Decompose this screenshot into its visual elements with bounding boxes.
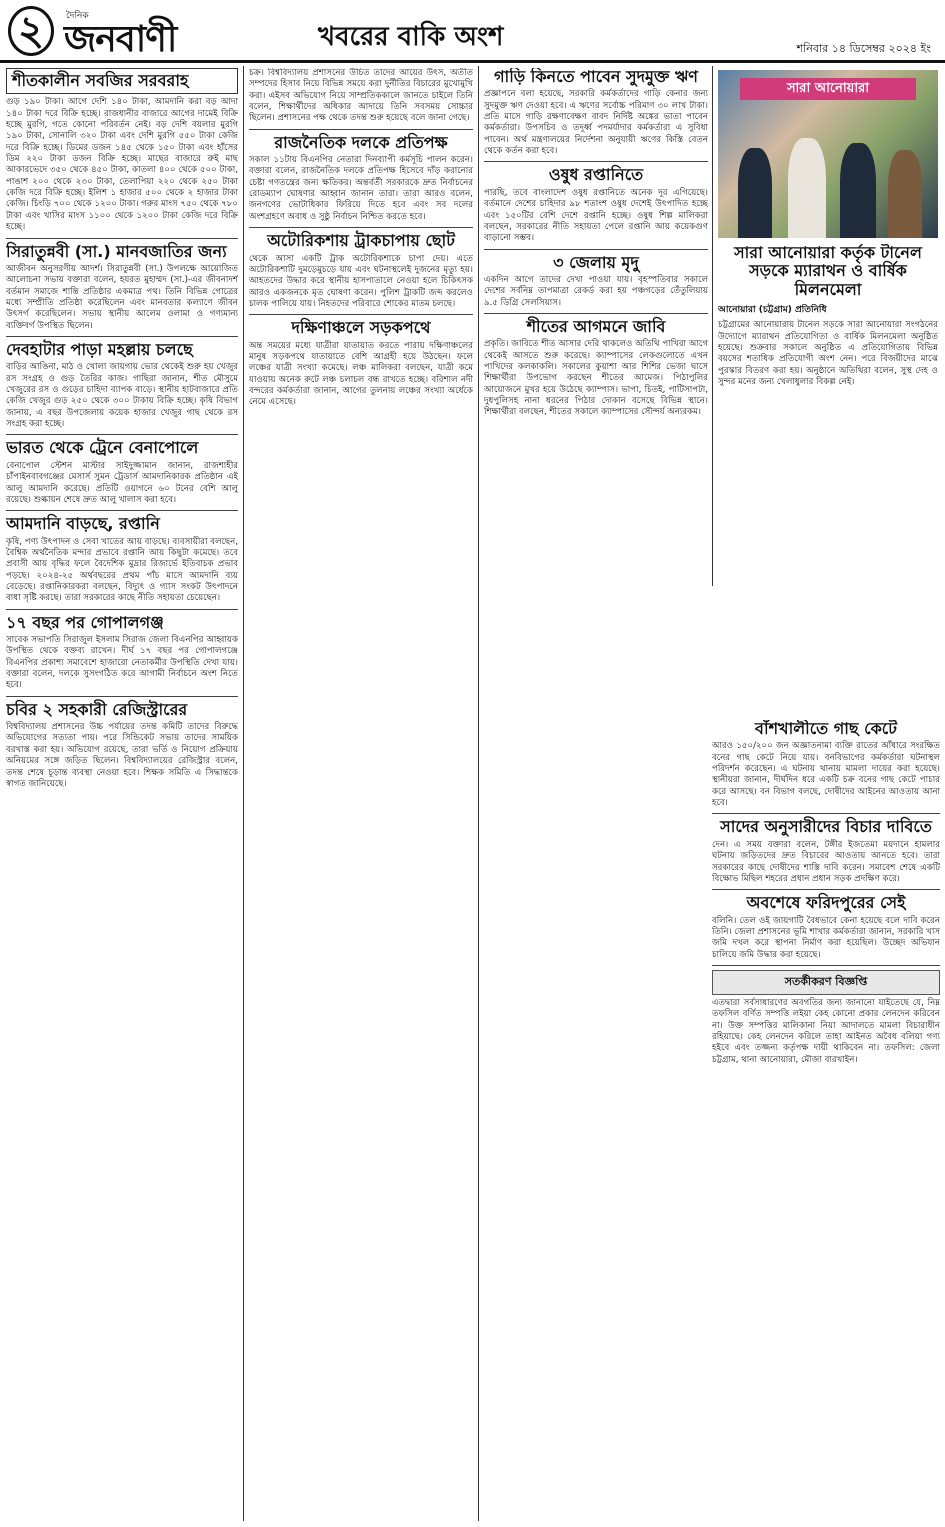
article-sirat: [6, 243, 238, 332]
article-headline: ভারত থেকে ট্রেনে বেনাপোলে: [6, 438, 199, 458]
divider: [712, 965, 940, 966]
article-headline: সাদের অনুসারীদের বিচার দাবিতে: [720, 817, 932, 837]
page-number: ২: [8, 6, 54, 56]
article-body: কৃষি, পণ্য উৎপাদন ও সেবা খাতের আয় বাড়ছে। ব্যবসায়ীরা বলছেন, বৈশ্বিক অর্থনৈতিক মন্দার প্রভাবে রপ্তানি আয় কিছুটা কমেছে। তবে প্রবাসী আয় বৃদ্ধির ফলে বৈদেশিক মুদ্রার রিজার্ভে ইতিবাচক প্রভাব পড়ছে। ২০২৪-২৫ অর্থবছরের প্রথম পাঁচ মাসে আমদানি ব্যয় বেড়েছে। রপ্তানিকারকরা বলছেন, বিদ্যুৎ ও গ্যাস সংকট উৎপাদনে বাধা সৃষ্টি করছে। তারা সরকারের কাছে নীতি সহায়তা চেয়েছেন।: [6, 536, 238, 604]
article-body: বাড়ির আঙিনা, মাঠ ও খোলা জায়গায় ভোর থেকেই শুরু হয় খেজুর রস সংগ্রহ ও গুড় তৈরির কাজ। গাছিরা জানান, শীত মৌসুমে খেজুরের রস ও গুড়ের চাহিদা ব্যাপক বাড়ে। স্থানীয় হাটবাজারে প্রতি কেজি খেজুর গুড় ২৫০ থেকে ৩০০ টাকায় বিক্রি হচ্ছে। কৃষি বিভাগ জানায়, এ বছর উপজেলায় কয়েক হাজার খেজুর গাছ থেকে রস সংগ্রহ করা হচ্ছে।: [6, 362, 238, 430]
photo-banner: সারা আনোয়ারা: [740, 78, 916, 100]
article-headline: দেবহাটার পাড়া মহল্লায় চলছে: [6, 339, 193, 359]
article-banshkhali: [712, 720, 940, 809]
article-tunnel: [718, 244, 938, 388]
article-headline: সিরাতুন্নবী (সা.) মানবজাতির জন্য: [6, 241, 227, 261]
photo-person: [738, 148, 772, 238]
article-three-districts: [484, 254, 708, 309]
article-headline: রাজনৈতিক দলকে প্রতিপক্ষ: [274, 132, 448, 152]
divider: [249, 227, 473, 228]
notice-body: এতদ্বারা সর্বসাধারণের অবগতির জন্য জানানো যাইতেছে যে, নিম্ন তফসিল বর্ণিত সম্পত্তি লইয়া কেহ কোনো প্রকার লেনদেন করিবেন না। উক্ত সম্পত্তির মালিকানা নিয়া আদালতে মামলা বিচারাধীন রহিয়াছে। কেহ লেনদেন করিলে তাহা আইনত অবৈধ বলিয়া গণ্য হইবে এবং তজ্জন্য কর্তৃপক্ষ দায়ী থাকিবেন না। তফসিল: জেলা চট্টগ্রাম, থানা আনোয়ারা, মৌজা বারখাইন।: [712, 997, 940, 1065]
article-byline: আনোয়ারা (চট্টগ্রাম) প্রতিনিধি: [718, 305, 827, 316]
photo-person: [788, 138, 826, 238]
section-title: খবরের বাকি অংশ: [318, 22, 504, 52]
divider: [249, 314, 473, 315]
photo-person: [888, 150, 922, 238]
article-headline: শীতকালীন সবজির সরবরাহ: [6, 68, 238, 94]
newspaper-logo: জনবাণী: [64, 19, 177, 60]
article-loan: [484, 68, 708, 157]
brand-prefix: দৈনিক: [66, 11, 89, 21]
article-registrar: [6, 701, 238, 790]
notice-title: সতর্কীকরণ বিজ্ঞপ্তি: [712, 970, 940, 995]
divider: [712, 813, 940, 814]
lower-right-section: [712, 720, 940, 1520]
article-headline: গাড়ি কিনতে পাবেন সুদমুক্ত ঋণ: [494, 68, 698, 86]
article-medicine: [484, 166, 708, 244]
column-divider: [478, 66, 479, 1521]
divider: [6, 434, 238, 435]
divider: [6, 696, 238, 697]
article-debhata: [6, 341, 238, 430]
article-body: আরও ১৫০/২০০ জন অজ্ঞাতনামা ব্যক্তি রাতের আঁধারে সংরক্ষিত বনের গাছ কেটে নিয়ে যায়। বনবিভাগের কর্মকর্তারা ঘটনাস্থল পরিদর্শন করেছেন। এ ঘটনায় থানায় মামলা দায়ের করা হয়েছে। স্থানীয়রা জানান, দীর্ঘদিন ধরে একটি চক্র বনের গাছ কেটে পাচার করে আসছে। বন বিভাগ বলছে, দোষীদের আইনের আওতায় আনা হবে।: [712, 741, 940, 809]
column-1: [6, 68, 238, 1520]
article-headline: চবির ২ সহকারী রেজিস্ট্রারের: [6, 699, 188, 719]
divider: [249, 129, 473, 130]
column-2: [249, 68, 473, 1520]
article-remittance: [6, 515, 238, 604]
article-train: [6, 439, 238, 506]
article-headline: অটোরিকশায় ট্রাকচাপায় ছোট: [267, 231, 455, 251]
article-body: পারছি, তবে বাংলাদেশ ওষুধ রপ্তানিতে অনেক দূর এগিয়েছে। বর্তমানে দেশের চাহিদার ৯৮ শতাংশ ওষুধ দেশেই উৎপাদিত হচ্ছে এবং ১৫০টির বেশি দেশে রপ্তানি হচ্ছে। ওষুধ শিল্প মালিকরা বলছেন, সরকারের নীতি সহায়তা পেলে রপ্তানি আয় কয়েকগুণ বাড়ানো সম্ভব।: [484, 187, 708, 244]
article-body: আজীবন অনুসরণীয় আদর্শ। সিরাতুন্নবী (সা.) উপলক্ষে আয়োজিত আলোচনা সভায় বক্তারা বলেন, হযরত মুহাম্মদ (সা.)-এর জীবনাদর্শ বর্তমান সমাজে শান্তি প্রতিষ্ঠার একমাত্র পথ। তিনি বিভিন্ন গোত্রের মধ্যে সম্প্রীতি প্রতিষ্ঠা করেছিলেন এবং মানবতার কল্যাণে জীবন উৎসর্গ করেছিলেন। সভায় স্থানীয় আলেম ওলামা ও গণ্যমান্য ব্যক্তিবর্গ উপস্থিত ছিলেন।: [6, 263, 238, 331]
article-body: প্রকৃতি। জাবিতে শীত আসার দেরি থাকলেও অতিথি পাখিরা আগে থেকেই আসতে শুরু করেছে। ক্যাম্পাসের লেকগুলোতে এখন পাখিদের কলকাকলি। সকালের কুয়াশা আর শিশির ভেজা ঘাসে শিক্ষার্থীরা উপভোগ করছেন শীতের আমেজ। পিঠাপুলির আয়োজনে মুখর হয়ে উঠেছে ক্যাম্পাস। ভাপা, চিতই, পাটিসাপটা, দুধপুলিসহ নানা ধরনের পিঠার দোকান বসেছে বিভিন্ন স্থানে। শিক্ষার্থীরা বলছেন, শীতের সকালে ক্যাম্পাসের সৌন্দর্য অন্যরকম।: [484, 339, 708, 418]
article-body: অন্ত সময়ের মধ্যে যাত্রীরা যাতায়াত করতে পারায় দক্ষিণাঞ্চলের মানুষ সড়কপথে যাতায়াতে বেশি আগ্রহী হয়ে উঠছেন। ফলে লঞ্চের যাত্রী সংখ্যা কমেছে। লঞ্চ মালিকরা বলছেন, যাত্রী কমে যাওয়ায় অনেক রুটে লঞ্চ চলাচল বন্ধ রাখতে হচ্ছে। বরিশাল নদী বন্দরের কর্মকর্তারা জানান, আগের তুলনায় লঞ্চের সংখ্যা অর্ধেকে নেমে এসেছে।: [249, 340, 473, 408]
article-auto-rickshaw: [249, 232, 473, 310]
article-south-road: [249, 319, 473, 408]
article-body: সকাল ১১টায় বিএনপির নেতারা দিনব্যাপী কর্মসূচি পালন করেন। বক্তারা বলেন, রাজনৈতিক দলকে প্রতিপক্ষ হিসেবে দাঁড় করানোর চেষ্টা গণতন্ত্রের জন্য ক্ষতিকর। অন্তর্বর্তী সরকারকে দ্রুত নির্বাচনের রোডম্যাপ ঘোষণার আহ্বান জানান তারা। তারা আরও বলেন, জনগণের ভোটাধিকার ফিরিয়ে দিতে হবে এবং সব দলের অংশগ্রহণে অবাধ ও সুষ্ঠু নির্বাচন নিশ্চিত করতে হবে।: [249, 155, 473, 222]
divider: [6, 609, 238, 610]
article-headline: ৩ জেলায় মৃদু: [553, 252, 639, 272]
divider: [6, 510, 238, 511]
article-body: চট্টগ্রামের আনোয়ারায় টানেল সড়কে সারা আনোয়ারা সংগঠনের উদ্যোগে ম্যারাথন প্রতিযোগিতা ও বার্ষিক মিলনমেলা অনুষ্ঠিত হয়েছে। শুক্রবার সকালে অনুষ্ঠিত এ প্রতিযোগিতায় বিভিন্ন বয়সের শতাধিক প্রতিযোগী অংশ নেন। পরে বিজয়ীদের মাঝে পুরস্কার বিতরণ করা হয়। অনুষ্ঠানে অতিথিরা বলেন, সুস্থ দেহ ও সুন্দর মনের জন্য খেলাধুলার বিকল্প নেই।: [718, 320, 938, 387]
article-body: থেকে আসা একটি ট্রাক অটোরিকশাকে চাপা দেয়। এতে অটোরিকশাটি দুমড়েমুচড়ে যায় এবং ঘটনাস্থলেই দুজনের মৃত্যু হয়। আহতদের উদ্ধার করে স্থানীয় হাসপাতালে নেওয়া হলে চিকিৎসক আরও একজনকে মৃত ঘোষণা করেন। পুলিশ ট্রাকটি জব্দ করলেও চালক পালিয়ে যায়। নিহতদের পরিবারে শোকের মাতম চলছে।: [249, 253, 473, 309]
article-faridpur: [712, 894, 940, 961]
divider: [484, 313, 708, 314]
article-body: বেনাপোল স্টেশন মাস্টার সাইদুজ্জামান জানান, রাজশাহীর চাঁপাইনবাবগঞ্জের মেসার্স সুমন ট্রেডার্স আমদানিকারক প্রতিষ্ঠান এই আলু আমদানি করেছে। প্রতিটি ওয়াগনে ৬০ টনের বেশি আলু রয়েছে। শুল্কায়ন শেষে দ্রুত আলু খালাস করা হবে।: [6, 460, 238, 505]
article-body: বলিনি। তেল ওই জায়গাটি বৈধভাবে কেনা হয়েছে বলে দাবি করেন তিনি। জেলা প্রশাসনের ভূমি শাখার কর্মকর্তারা জানান, সরকারি খাস জমি দখল করে স্থাপনা নির্মাণ করা হয়েছিল। উচ্ছেদ অভিযান চালিয়ে জমি উদ্ধার করা হয়েছে।: [712, 915, 940, 960]
article-gopalganj: [6, 614, 238, 692]
article-followers: [712, 818, 940, 885]
article-headline: আমদানি বাড়ছে, রপ্তানি: [6, 514, 160, 534]
article-headline: শীতের আগমনে জাবি: [526, 316, 666, 336]
article-headline: ১৭ বছর পর গোপালগঞ্জ: [6, 612, 164, 632]
article-body: গুড় ১৯০ টাকা। আগে দেশি ১৪০ টাকা, আমদানি করা বড় আদা ১৪০ টাকা দরে বিক্রি হচ্ছে। রাজধানীর বাজারে আগের দামেই বিক্রি হচ্ছে মুরগি, গতে কোনো পরিবর্তন নেই। বড় দেশি বয়লার মুরগি ১৯০ টাকা, সোনালি ৩২০ টাকা এবং দেশি মুরগি ৫৫০ টাকা কেজি দরে বিক্রি হচ্ছে। ডিমের ডজন ১৪৫ থেকে ১৫০ টাকা এবং হাঁসের ডিম ২২০ টাকা ডজন বিক্রি হচ্ছে। মাছের বাজারে রুই মাছ আকারভেদে ৩৫০ থেকে ৪৫০ টাকা, কাতলা ৪০০ থেকে ৫০০ টাকা, পাঙাশ ২০০ থেকে ২৩০ টাকা, তেলাপিয়া ২২০ থেকে ২৫০ টাকা কেজি দরে বিক্রি হচ্ছে। ইলিশ ১ হাজার ৫০০ থেকে ২ হাজার টাকা কেজি। চিংড়ি ৭০০ থেকে ১২০০ টাকা। গরুর মাংস ৭৫০ থেকে ৭৮০ টাকা এবং খাসির মাংস ১১০০ থেকে ১২০০ টাকা কেজি দরে বিক্রি হচ্ছে।: [6, 97, 238, 233]
event-photo: [718, 70, 938, 238]
article-headline: দক্ষিণাঞ্চলে সড়কপথে: [291, 318, 431, 338]
article-body: বিশ্ববিদ্যালয় প্রশাসনের উচ্চ পর্যায়ের তদন্ত কমিটি তাদের বিরুদ্ধে অভিযোগের সত্যতা পায়। পরে সিন্ডিকেট সভায় তাদের সাময়িক বরখাস্ত করা হয়। অভিযোগ রয়েছে, তারা ভর্তি ও নিয়োগ প্রক্রিয়ায় অনিয়মের সঙ্গে জড়িত ছিলেন। বিশ্ববিদ্যালয়ের রেজিস্ট্রার বলেন, তদন্ত শেষে চূড়ান্ত ব্যবস্থা নেওয়া হবে। শিক্ষক সমিতি এ সিদ্ধান্তকে স্বাগত জানিয়েছে।: [6, 722, 238, 789]
article-headline: ওষুধ রপ্তানিতে: [548, 165, 644, 185]
article-headline: সারা আনোয়ারা কর্তৃক টানেল সড়কে ম্যারাথন ও বার্ষিক মিলনমেলা: [734, 244, 922, 299]
divider: [484, 161, 708, 162]
article-body: সাবেক সভাপতি সিরাজুল ইসলাম সিরাজ জেলা বিএনপির আহ্বায়ক উপস্থিত থেকে বক্তব্য রাখেন। দীর্ঘ ১৭ বছর পর গোপালগঞ্জে বিএনপির প্রকাশ্য সমাবেশে হাজারো নেতাকর্মীর উপস্থিতি দেখা যায়। বক্তারা বলেন, দলকে সুসংগঠিত করে আগামী নির্বাচনে অংশ নিতে হবে।: [6, 635, 238, 691]
article-headline: বাঁশখালীতে গাছ কেটে: [755, 720, 897, 738]
column-divider: [712, 66, 713, 586]
article-body: একদিন আগে তাদের দেখা পাওয়া যায়। বৃহস্পতিবার সকালে দেশের সর্বনিম্ন তাপমাত্রা রেকর্ড করা হয় পঞ্চগড়ের তেঁতুলিয়ায় ৯.৫ ডিগ্রি সেলসিয়াস।: [484, 274, 708, 308]
article-body: দেন। এ সময় বক্তারা বলেন, টঙ্গীর ইজতেমা ময়দানে হামলার ঘটনায় জড়িতদের দ্রুত বিচারের আওতায় আনতে হবে। তারা সরকারের কাছে দোষীদের শাস্তি দাবি করেন। সমাবেশ শেষে একটি বিক্ষোভ মিছিল শহরের প্রধান প্রধান সড়ক প্রদক্ষিণ করে।: [712, 839, 940, 884]
divider: [484, 249, 708, 250]
dateline: শনিবার ১৪ ডিসেম্বর ২০২৪ ইং: [796, 42, 931, 55]
article-headline: অবশেষে ফরিদপুরের সেই: [746, 893, 906, 913]
divider: [6, 336, 238, 337]
photo-person: [840, 143, 876, 238]
masthead-rule: [0, 60, 945, 63]
divider: [712, 889, 940, 890]
article-winter-call: [484, 318, 708, 419]
warning-notice: [712, 970, 940, 1066]
column-3: [484, 68, 708, 1520]
column-divider: [243, 66, 244, 1521]
column-4: [718, 244, 938, 714]
article-political: [249, 134, 473, 223]
divider: [6, 238, 238, 239]
article-winter-veg: [6, 68, 238, 234]
article-body: প্রজ্ঞাপনে বলা হয়েছে, সরকারি কর্মকর্তাদের গাড়ি কেনার জন্য সুদমুক্ত ঋণ দেওয়া হবে। এ ঋণের সর্বোচ্চ পরিমাণ ৩০ লাখ টাকা। প্রতি মাসে গাড়ি রক্ষণাবেক্ষণ বাবদ নির্দিষ্ট অঙ্কের ভাতা পাবেন কর্মকর্তারা। উপসচিব ও তদূর্ধ্ব পদমর্যাদার কর্মকর্তারা এ সুবিধা পাবেন। অর্থ মন্ত্রণালয়ের নির্দেশনা অনুযায়ী ঋণের কিস্তি বেতন থেকে কর্তন করা হবে।: [484, 89, 708, 157]
article-continuation: চক্র। বিশ্ববিদ্যালয় প্রশাসনের উচিত তাদের আয়ের উৎস, অতীত সম্পদের হিসাব নিয়ে বিভিন্ন সময়ে করা দুর্নীতির বিচারের মুখোমুখি করা। এইসব অভিযোগ নিয়ে সাম্প্রতিককালে জানতে চাইলে তিনি বলেন, শিক্ষার্থীদের অধিকার আদায়ে তিনি সবসময় সোচ্চার ছিলেন। প্রশাসনের পক্ষ থেকে তদন্ত শুরু হয়েছে বলে জানা গেছে।: [249, 68, 473, 124]
